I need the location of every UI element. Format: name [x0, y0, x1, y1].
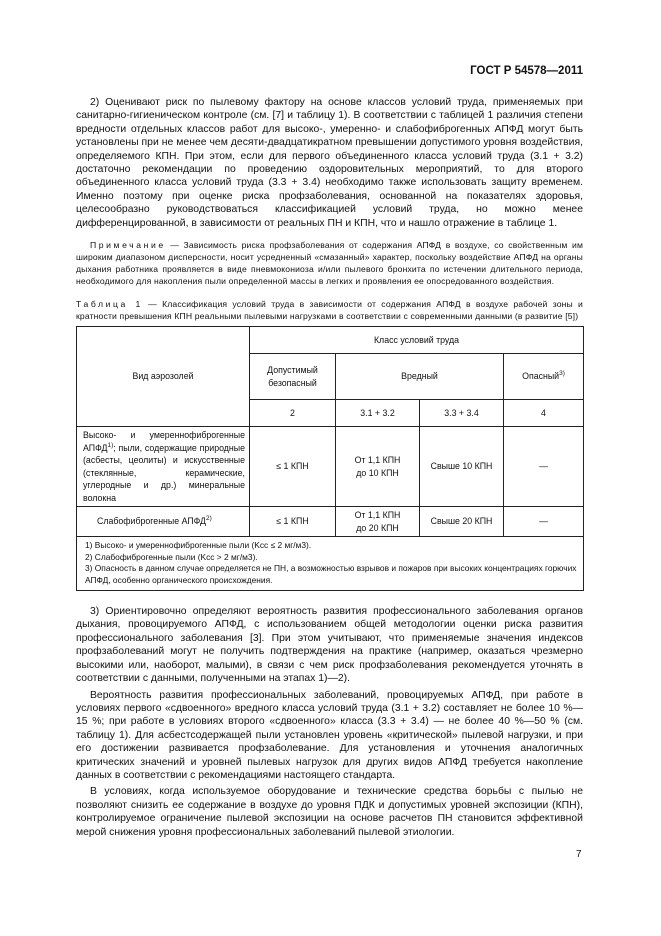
row-low-fibrogenic-permissible: ≤ 1 КПН: [250, 507, 336, 537]
row-low-fibrogenic-name: Слабофиброгенные АПФД$^{2)}$: [77, 507, 250, 537]
document-header: ГОСТ Р 54578—2011: [470, 65, 583, 77]
class-number-33-34: 3.3 + 3.4: [420, 400, 504, 427]
row-high-fibrogenic-31-32: От 1,1 КПН до 10 КПН: [336, 427, 420, 507]
note: [76, 239, 583, 287]
paragraph-exposure-control: В условиях, когда используемое оборудование и технические средства борьбы с пылью не позволяют снизить ее содержание в воздухе до уровня ПДК и допустимых уровней экспозиции (КПН), контролируемое ограничение пылевой экспозиции на основе расчетов ПН становится эффективной мерой снижения уровня профессиональных заболеваний пылевой этиологии.: [76, 786, 583, 838]
table-caption: [76, 298, 583, 322]
paragraph-risk-assessment: 2) Оценивают риск по пылевому фактору на основе классов условий труда, применяемых при санитарно-гигиеническом контроле (см. [7] и таблицу 1). В соответствии с таблицей 1 различия степени вредности отдельных классов работ для высоко-, умеренно- и слабофиброгенных АПФД могут быть установлены при не менее чем десяти-двадцатикратном превышении допустимого уровня воздействия, определяемого КПН. При этом, если для первого объединенного класса условий труда (3.1 + 3.2) достаточно рекомендации по проведению оздоровительных мероприятий, то для второго объединенного класса условий труда (3.3 + 3.4) необходимо также использовать защиту временем. Именно поэтому при оценке риска профзаболевания, основанной на показателях здоровья, целесообразно руководствоваться классификацией условий труда, но можно менее дифференцированной, в зависимости от реальных ПН и КПН, что и нашло отражение в таблице 1.: [76, 97, 583, 229]
header-work-class: Класс условий труда: [250, 327, 584, 354]
table-row: [77, 507, 584, 537]
class-number-2: 2: [250, 400, 336, 427]
note-label: Примечание: [90, 240, 166, 251]
footnote-1: 1) Высоко- и умереннофиброгенные пыли (Kсс ≤ 2 мг/м3).: [85, 540, 312, 551]
classification-table: [76, 326, 584, 591]
class-number-4: 4: [504, 400, 584, 427]
table-caption-label: Таблица 1: [76, 299, 143, 310]
header-dangerous: Опасный$^{3)}$: [504, 354, 584, 400]
paragraph-double-class: Вероятность развития профессиональных заболеваний, провоцируемых АПФД, при работе в условиях первого «сдвоенного» вредного класса условий труда (3.1 + 3.2) составляет не более 10 %—15 %; при работе в условиях второго «сдвоенного» класса (3.3 + 3.4) — не более 40 %—50 % (см. таблицу 1). Для асбестсодержащей пыли установлен уровень «критической» пылевой нагрузки, и при его достижении развивается профзаболевание. Для установления и уточнения аналогичных критических значений и уровней пылевых нагрузок для других видов АПФД требуется накопление данных в соответствии с рекомендациями настоящего стандарта.: [76, 689, 583, 781]
header-aerosol-type: Вид аэрозолей: [77, 327, 250, 427]
footnote-3: 3) Опасность в данном случае определяется не ПН, а возможностью взрывов и пожаров при высоких концентрациях горючих АПФД, особенно органического происхождения.: [85, 563, 577, 585]
table-footnotes: [77, 537, 584, 591]
table-caption-text: — Классификация условий труда в зависимости от содержания АПФД в воздухе рабочей зоны и кратности превышения КПН реальными пылевыми нагрузками в соответствии с современными данными (в развитие [5]): [76, 299, 584, 322]
note-text: — Зависимость риска профзаболевания от содержания АПФД в воздухе, со свойственным им широким диапазоном дисперсности, носит усредненный «смазанный» характер, поскольку воздействие АПФД на органы дыхания работника проявляется в виде пневмокониоза и/или пылевого бронхита по истечении длительного периода, необходимого для накопления пыли определенной массы в легких и проявления ее опосредованного воздействия.: [76, 240, 583, 287]
table-row: [77, 427, 584, 507]
row-high-fibrogenic-name: Высоко- и умереннофиброгенные АПФД$^{1)}$; пыли, содержащие природные (асбесты, цеолиты) и искусственные (стеклянные, керамические, углеродные и др.) минеральные волокна: [77, 427, 250, 507]
row-high-fibrogenic-permissible: ≤ 1 КПН: [250, 427, 336, 507]
footnote-2: 2) Слабофиброгенные пыли (Kсс > 2 мг/м3).: [85, 551, 258, 562]
row-high-fibrogenic-dangerous: —: [504, 427, 584, 507]
page-content: [76, 96, 583, 839]
row-high-fibrogenic-33-34: Свыше 10 КПН: [420, 427, 504, 507]
row-low-fibrogenic-dangerous: —: [504, 507, 584, 537]
row-low-fibrogenic-33-34: Свыше 20 КПН: [420, 507, 504, 537]
table-header-row: [77, 327, 584, 354]
class-number-31-32: 3.1 + 3.2: [336, 400, 420, 427]
table-footnotes-row: [77, 537, 584, 591]
header-permissible: Допустимый безопасный: [250, 354, 336, 400]
row-low-fibrogenic-31-32: От 1,1 КПН до 20 КПН: [336, 507, 420, 537]
page-number: 7: [576, 849, 582, 860]
paragraph-probability: 3) Ориентировочно определяют вероятность развития профессионального заболевания органов дыхания, провоцируемого АПФД, с использованием общей методологии оценки риска развития профессионального заболевания [3]. При этом учитывают, что применяемые значения индексов профзаболеваний могут не получить подтверждения на практике (например, оказаться чрезмерно высокими или, наоборот, малыми), в связи с чем риск профзаболевания рекомендуется уточнять в соответствии с данными, полученными на этапах 1)—2).: [76, 606, 583, 685]
header-harmful: Вредный: [336, 354, 504, 400]
